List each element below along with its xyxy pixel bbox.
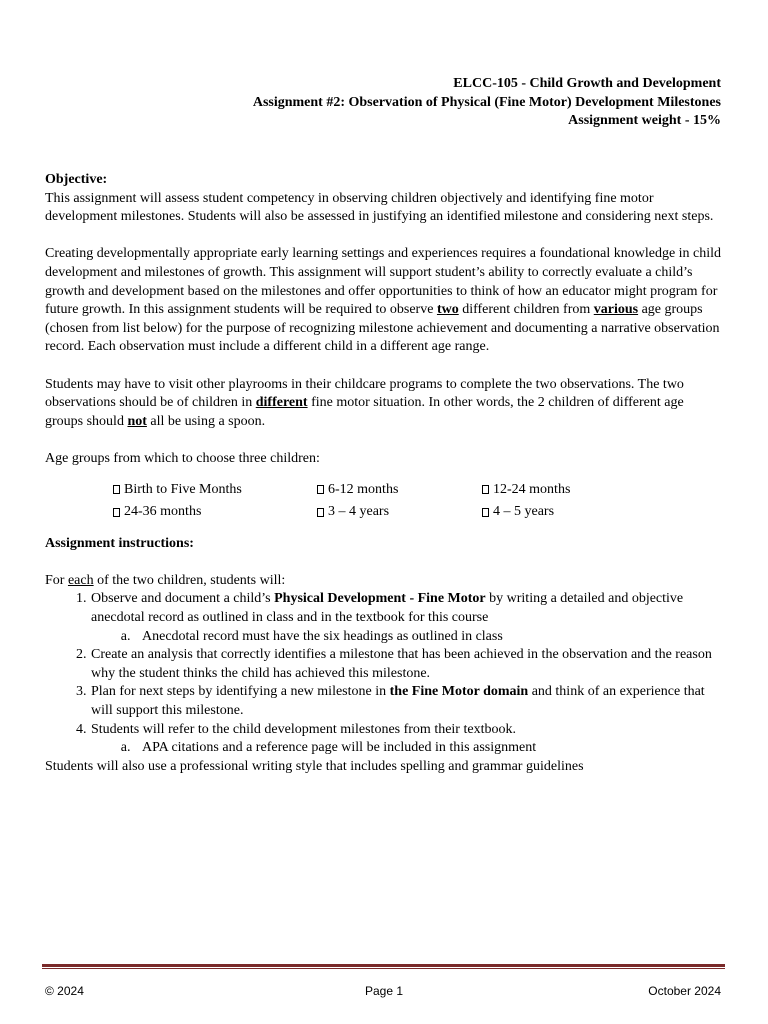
instruction-steps	[45, 590, 725, 757]
age-group-item[interactable]: 6-12 months	[317, 481, 482, 500]
checkbox-icon[interactable]	[113, 508, 120, 517]
instruction-step: 4. Students will refer to the child development milestones from their textbook. a. APA citations and a reference page will be included in this assignment	[90, 721, 725, 758]
instruction-step: 3. Plan for next steps by identifying a new milestone in the Fine Motor domain and think of an experience that will support this milestone.	[90, 683, 725, 720]
observation-note-paragraph: Students may have to visit other playrooms in their childcare programs to complete the two observations. The two observations should be of children in different fine motor situation. In other words, the 2 children of different age groups should not all be using a spoon.	[45, 376, 684, 429]
sub-steps	[91, 628, 725, 647]
document-header	[253, 75, 721, 131]
age-group-item[interactable]: 24-36 months	[113, 503, 317, 522]
instruction-step: 1. Observe and document a child’s Physical Development - Fine Motor by writing a detailed and objective anecdotal record as outlined in class and in the textbook for this course a. Anecdotal record must have the six headings as outlined in class	[90, 590, 725, 646]
sub-steps	[91, 739, 725, 758]
instruction-step: 2. Create an analysis that correctly identifies a milestone that has been achieved in the observation and the reason why the student thinks the child has achieved this milestone.	[90, 646, 725, 683]
course-title: ELCC-105 - Child Growth and Development	[453, 76, 721, 91]
assignment-weight: Assignment weight - 15%	[568, 113, 721, 129]
footer-rule	[42, 964, 725, 967]
instructions-intro: For each of the two children, students will:	[45, 572, 286, 588]
checkbox-icon[interactable]	[482, 508, 489, 517]
age-group-item[interactable]: 4 – 5 years	[482, 503, 682, 522]
objective-heading: Objective:	[45, 172, 108, 187]
emphasis-two: two	[436, 302, 459, 318]
emphasis-not: not	[127, 413, 147, 429]
footer-copyright: © 2024	[45, 984, 84, 998]
age-group-item[interactable]: Birth to Five Months	[113, 481, 317, 500]
sub-step: a. APA citations and a reference page will be included in this assignment	[134, 739, 725, 758]
document-body	[45, 171, 725, 776]
emphasis-various: various	[593, 302, 639, 318]
age-groups-intro: Age groups from which to choose three children:	[45, 450, 320, 466]
footer-date: October 2024	[648, 984, 721, 998]
closing-note: Students will also use a professional writing style that includes spelling and grammar guidelines	[45, 758, 584, 774]
checkbox-icon[interactable]	[113, 485, 120, 494]
emphasis-each: each	[67, 572, 94, 588]
instructions-heading: Assignment instructions:	[45, 535, 194, 551]
checkbox-icon[interactable]	[317, 508, 324, 517]
age-group-item[interactable]: 12-24 months	[482, 481, 682, 500]
rationale-paragraph: Creating developmentally appropriate early learning settings and experiences requires a foundational knowledge in child development and milestones of growth. This assignment will support student’s ability to correctly evaluate a child’s growth and development based on the milestones and offer opportunities to think of how an educator might program for future growth. In this assignment students will be required to observe two different children from various age groups (chosen from list below) for the purpose of recognizing milestone achievement and documenting a narrative observation record. Each observation must include a different child in a different age range.	[45, 246, 722, 355]
emphasis-different: different	[255, 395, 308, 411]
footer-page-number: Page 1	[364, 984, 404, 998]
assignment-title: Assignment #2: Observation of Physical (Fine Motor) Development Milestones	[252, 94, 721, 110]
age-group-item[interactable]: 3 – 4 years	[317, 503, 482, 522]
footer-rule-thin	[42, 968, 725, 969]
checkbox-icon[interactable]	[317, 485, 324, 494]
sub-step: a. Anecdotal record must have the six headings as outlined in class	[134, 628, 725, 647]
age-group-list	[113, 481, 725, 522]
checkbox-icon[interactable]	[482, 485, 489, 494]
objective-text: This assignment will assess student competency in observing children objectively and identifying fine motor development milestones. Students will also be assessed in justifying an identified milestone and considering next steps.	[45, 190, 714, 225]
